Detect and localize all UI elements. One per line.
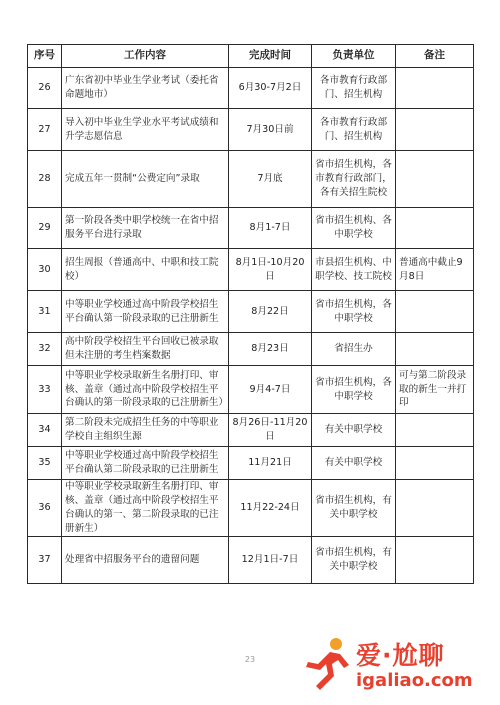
responsible-unit-cell: 省市招生机构，各市教育行政部门，各有关招生院校 <box>312 151 396 208</box>
table-row <box>28 68 474 109</box>
watermark <box>300 630 490 700</box>
completion-time-cell: 8月1日-10月20日 <box>229 249 312 291</box>
responsible-unit-cell: 省市招生机构，有关中职学校 <box>312 480 396 537</box>
work-content-cell: 中等职业学校通过高中阶段学校招生平台确认第二阶段录取的已注册新生 <box>62 447 229 480</box>
table-header-row <box>28 45 474 68</box>
remarks-cell <box>396 151 474 208</box>
responsible-unit-cell: 各市教育行政部门、招生机构 <box>312 68 396 109</box>
row-number-cell: 26 <box>28 68 62 109</box>
responsible-unit-cell: 有关中职学校 <box>312 447 396 480</box>
completion-time-cell: 8月26日-11月20日 <box>229 414 312 447</box>
header-unit: 负责单位 <box>312 45 396 68</box>
schedule-table <box>27 44 474 584</box>
remarks-cell <box>396 447 474 480</box>
remarks-cell <box>396 109 474 151</box>
row-number-cell: 32 <box>28 333 62 366</box>
completion-time-cell: 11月22-24日 <box>229 480 312 537</box>
work-content-cell: 广东省初中毕业生学业考试（委托省命题地市） <box>62 68 229 109</box>
table-row <box>28 249 474 291</box>
runner-logo-icon <box>300 634 352 694</box>
remarks-cell <box>396 536 474 583</box>
remarks-cell <box>396 208 474 249</box>
row-number-cell: 31 <box>28 291 62 333</box>
responsible-unit-cell: 市县招生机构、中职学校、技工院校 <box>312 249 396 291</box>
completion-time-cell: 12月1日-7日 <box>229 536 312 583</box>
table-row <box>28 366 474 414</box>
remarks-cell <box>396 480 474 537</box>
work-content-cell: 处理省中招服务平台的遗留问题 <box>62 536 229 583</box>
remarks-cell: 可与第二阶段录取的新生一并打印 <box>396 366 474 414</box>
remarks-cell <box>396 291 474 333</box>
work-content-cell: 完成五年一贯制“公费定向”录取 <box>62 151 229 208</box>
completion-time-cell: 6月30-7月2日 <box>229 68 312 109</box>
remarks-cell <box>396 414 474 447</box>
watermark-text: 爱·尬聊 <box>356 641 445 670</box>
work-content-cell: 高中阶段学校招生平台回收已被录取但未注册的考生档案数据 <box>62 333 229 366</box>
row-number-cell: 37 <box>28 536 62 583</box>
header-note: 备注 <box>396 45 474 68</box>
row-number-cell: 30 <box>28 249 62 291</box>
header-no: 序号 <box>28 45 62 68</box>
remarks-cell: 普通高中截止9月8日 <box>396 249 474 291</box>
table-row <box>28 414 474 447</box>
responsible-unit-cell: 有关中职学校 <box>312 414 396 447</box>
work-content-cell: 招生周报（普通高中、中职和技工院校） <box>62 249 229 291</box>
header-task: 工作内容 <box>62 45 229 68</box>
table-row <box>28 109 474 151</box>
table-row <box>28 291 474 333</box>
table-row <box>28 333 474 366</box>
responsible-unit-cell: 省招生办 <box>312 333 396 366</box>
completion-time-cell: 9月4-7日 <box>229 366 312 414</box>
work-content-cell: 第二阶段未完成招生任务的中等职业学校自主组织生源 <box>62 414 229 447</box>
header-time: 完成时间 <box>229 45 312 68</box>
row-number-cell: 27 <box>28 109 62 151</box>
responsible-unit-cell: 省市招生机构，各中职学校 <box>312 366 396 414</box>
page-number: 23 <box>244 655 256 664</box>
row-number-cell: 29 <box>28 208 62 249</box>
row-number-cell: 28 <box>28 151 62 208</box>
responsible-unit-cell: 各市教育行政部门、招生机构 <box>312 109 396 151</box>
row-number-cell: 33 <box>28 366 62 414</box>
table-row <box>28 480 474 537</box>
remarks-cell <box>396 333 474 366</box>
completion-time-cell: 11月21日 <box>229 447 312 480</box>
responsible-unit-cell: 省市招生机构，各中职学校 <box>312 291 396 333</box>
table-row <box>28 447 474 480</box>
completion-time-cell: 8月22日 <box>229 291 312 333</box>
responsible-unit-cell: 省市招生机构、各中职学校 <box>312 208 396 249</box>
table-row <box>28 536 474 583</box>
completion-time-cell: 7月30日前 <box>229 109 312 151</box>
work-content-cell: 中等职业学校录取新生名册打印、审核、盖章（通过高中阶段学校招生平台确认的第一、第二阶段录取的已注册新生） <box>62 480 229 537</box>
remarks-cell <box>396 68 474 109</box>
table-row <box>28 151 474 208</box>
table-row <box>28 208 474 249</box>
work-content-cell: 中等职业学校通过高中阶段学校招生平台确认第一阶段录取的已注册新生 <box>62 291 229 333</box>
row-number-cell: 36 <box>28 480 62 537</box>
row-number-cell: 35 <box>28 447 62 480</box>
watermark-url: igaliao.com <box>356 670 473 691</box>
completion-time-cell: 8月1-7日 <box>229 208 312 249</box>
row-number-cell: 34 <box>28 414 62 447</box>
work-content-cell: 中等职业学校录取新生名册打印、审核、盖章（通过高中阶段学校招生平台确认的第一阶段录取的已注册新生） <box>62 366 229 414</box>
completion-time-cell: 7月底 <box>229 151 312 208</box>
work-content-cell: 导入初中毕业生学业水平考试成绩和升学志愿信息 <box>62 109 229 151</box>
completion-time-cell: 8月23日 <box>229 333 312 366</box>
work-content-cell: 第一阶段各类中职学校统一在省中招服务平台进行录取 <box>62 208 229 249</box>
responsible-unit-cell: 省市招生机构，有关中职学校 <box>312 536 396 583</box>
